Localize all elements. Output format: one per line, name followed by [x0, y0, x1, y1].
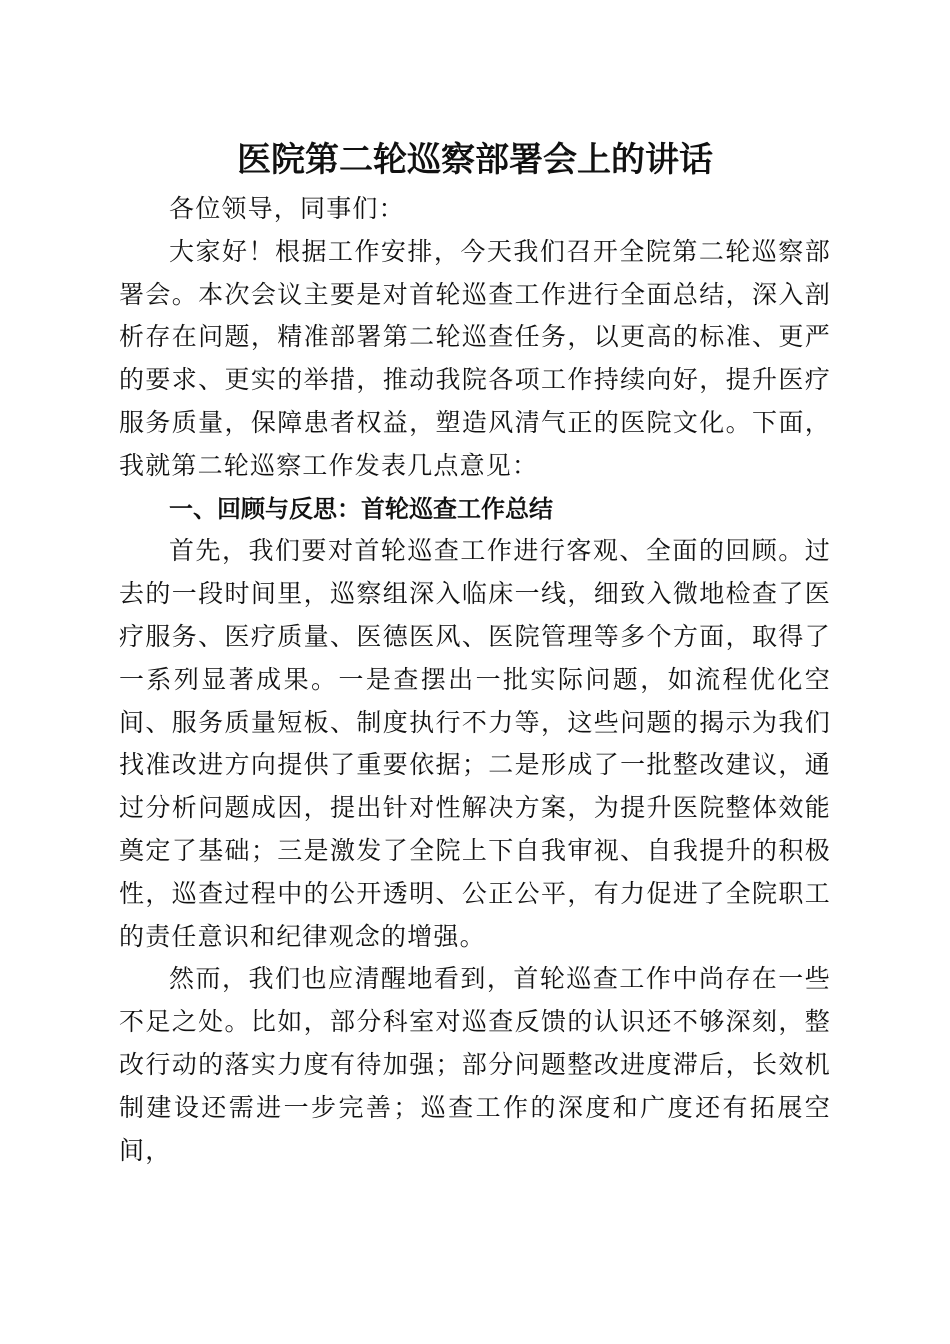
salutation: 各位领导，同事们：	[169, 194, 405, 223]
paragraph-intro: 大家好！根据工作安排，今天我们召开全院第二轮巡察部署会。本次会议主要是对首轮巡查工作进行全面总结，深入剖析存在问题，精准部署第二轮巡查任务，以更高的标准、更严的要求、更实的举措，推动我院各项工作持续向好，提升医疗服务质量，保障患者权益，塑造风清气正的医院文化。下面，我就第二轮巡察工作发表几点意见：	[119, 236, 831, 480]
document-body	[119, 188, 831, 1172]
document-title: 医院第二轮巡察部署会上的讲话	[237, 140, 713, 180]
paragraph-shortcomings: 然而，我们也应清醒地看到，首轮巡查工作中尚存在一些不足之处。比如，部分科室对巡查反馈的认识还不够深刻，整改行动的落实力度有待加强；部分问题整改进度滞后，长效机制建设还需进一步完善；巡查工作的深度和广度还有拓展空间，	[119, 964, 831, 1165]
section-heading-1: 一、回顾与反思：首轮巡查工作总结	[169, 494, 553, 523]
paragraph-review: 首先，我们要对首轮巡查工作进行客观、全面的回顾。过去的一段时间里，巡察组深入临床一线，细致入微地检查了医疗服务、医疗质量、医德医风、医院管理等多个方面，取得了一系列显著成果。一是查摆出一批实际问题，如流程优化空间、服务质量短板、制度执行不力等，这些问题的揭示为我们找准改进方向提供了重要依据；二是形成了一批整改建议，通过分析问题成因，提出针对性解决方案，为提升医院整体效能奠定了基础；三是激发了全院上下自我审视、自我提升的积极性，巡查过程中的公开透明、公正公平，有力促进了全院职工的责任意识和纪律观念的增强。	[119, 536, 831, 951]
